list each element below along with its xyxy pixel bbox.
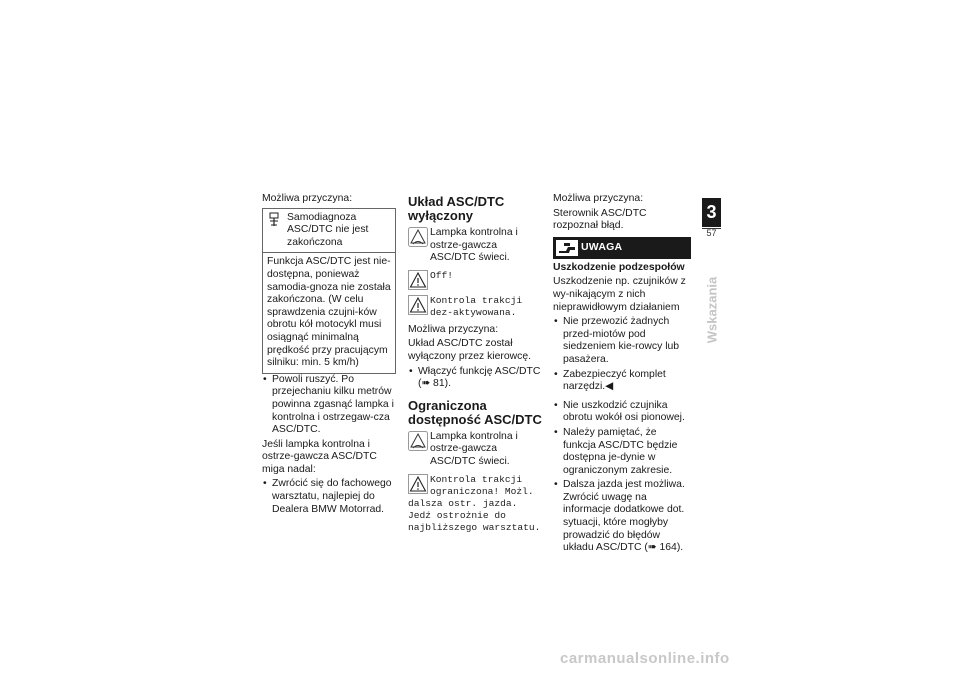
display-text: Kontrola trakcji dez-aktywowana. <box>430 294 523 318</box>
display-row <box>408 474 542 498</box>
list-item: • Powoli ruszyć. Po przejechaniu kilku metrów powinna zgasnąć lampka i kontrolna i ostrzegaw-cza ASC/DTC. <box>262 374 396 437</box>
column-3 <box>553 193 691 557</box>
warning-triangle-icon <box>408 474 430 498</box>
cause-label: Możliwa przyczyna: <box>408 323 499 335</box>
asc-lamp-icon <box>408 431 430 469</box>
section-heading: Ograniczona dostępność ASC/DTC <box>408 397 542 427</box>
display-block <box>408 474 542 534</box>
caution-hand-icon <box>556 240 578 256</box>
display-text: Kontrola trakcji ograniczona! Możl. <box>430 473 534 497</box>
display-text: Off! <box>430 269 454 281</box>
section-heading: Układ ASC/DTC wyłączony <box>408 194 505 223</box>
box-text-diagnosis: Samodiagnoza ASC/DTC nie jest zakończona <box>287 211 369 248</box>
section-label: Wskazania <box>704 276 720 344</box>
box-row-diagnosis <box>263 209 395 253</box>
asc-lamp-icon <box>408 227 430 265</box>
cause-text: Sterownik ASC/DTC rozpoznał błąd. <box>553 207 647 232</box>
warning-triangle-icon <box>408 295 430 319</box>
list-item: • Nie uszkodzić czujnika obrotu wokół osi pionowej. <box>553 400 691 425</box>
display-row <box>408 270 542 290</box>
watermark: carmanualsonline.info <box>560 650 730 667</box>
display-row <box>408 295 542 319</box>
cause-label: Możliwa przyczyna: <box>262 193 353 204</box>
list-item: • Włączyć funkcję ASC/DTC (➠ 81). <box>408 366 542 391</box>
lamp-text: Lampka kontrolna i ostrze-gawcza ASC/DTC świeci. <box>430 227 518 264</box>
box-text-explanation: Funkcja ASC/DTC jest nie-dostępna, ponieważ samodia-gnoza nie została zakończona. (W celu sprawdzenia czujni-ków obrotu kół motocykl musi osiągnąć minimalną prędkość przy pracującym silniku: min. 5 km/h) <box>267 256 391 369</box>
cause-text: Układ ASC/DTC został wyłączony przez kierowcę. <box>408 338 531 362</box>
list-item: • Nie przewozić żadnych przed-miotów pod siedzeniem kie-rowcy lub pasażera. <box>553 316 691 366</box>
paragraph: Jeśli lampka kontrolna i ostrze-gawcza ASC/DTC miga nadal: <box>262 438 377 475</box>
warning-banner <box>553 237 691 259</box>
warning-label: UWAGA <box>581 241 623 254</box>
lamp-row <box>408 227 542 265</box>
warning-text: Uszkodzenie np. czujników z wy-nikającym z nich nieprawidłowym działaniem <box>553 276 686 313</box>
lamp-text: Lampka kontrolna i ostrze-gawcza ASC/DTC świeci. <box>430 430 518 467</box>
diagnostic-icon <box>267 212 287 250</box>
lamp-row <box>408 431 542 469</box>
column-2 <box>408 193 542 540</box>
warning-triangle-icon <box>408 270 430 290</box>
column-1 <box>262 193 396 518</box>
bullet-list <box>262 478 396 516</box>
list-item: • Zwrócić się do fachowego warsztatu, najlepiej do Dealera BMW Motorrad. <box>262 478 396 516</box>
list-item: • Zabezpieczyć komplet narzędzi.◀ <box>553 369 691 394</box>
list-item: • Należy pamiętać, że funkcja ASC/DTC będzie dostępna je-dynie w ograniczonym zakresie. <box>553 427 691 477</box>
bullet-list <box>553 316 691 394</box>
page-number: 57 <box>706 228 717 238</box>
cause-label: Możliwa przyczyna: <box>553 193 644 204</box>
bullet-list <box>553 400 691 555</box>
list-item: • Dalsza jazda jest możliwa. Zwrócić uwagę na informacje dodatkowe dot. sytuacji, które mogłyby prowadzić do błędów układu ASC/DTC (➠ 164). <box>553 479 691 555</box>
status-box <box>262 208 396 374</box>
bullet-list <box>262 374 396 437</box>
box-row-explanation <box>263 252 395 372</box>
display-text: dalsza ostr. jazda. Jedź ostrożnie do najbliższego warsztatu. <box>408 497 541 533</box>
bullet-list <box>408 366 542 391</box>
warning-title: Uszkodzenie podzespołów <box>553 261 685 273</box>
chapter-number: 3 <box>702 198 721 227</box>
